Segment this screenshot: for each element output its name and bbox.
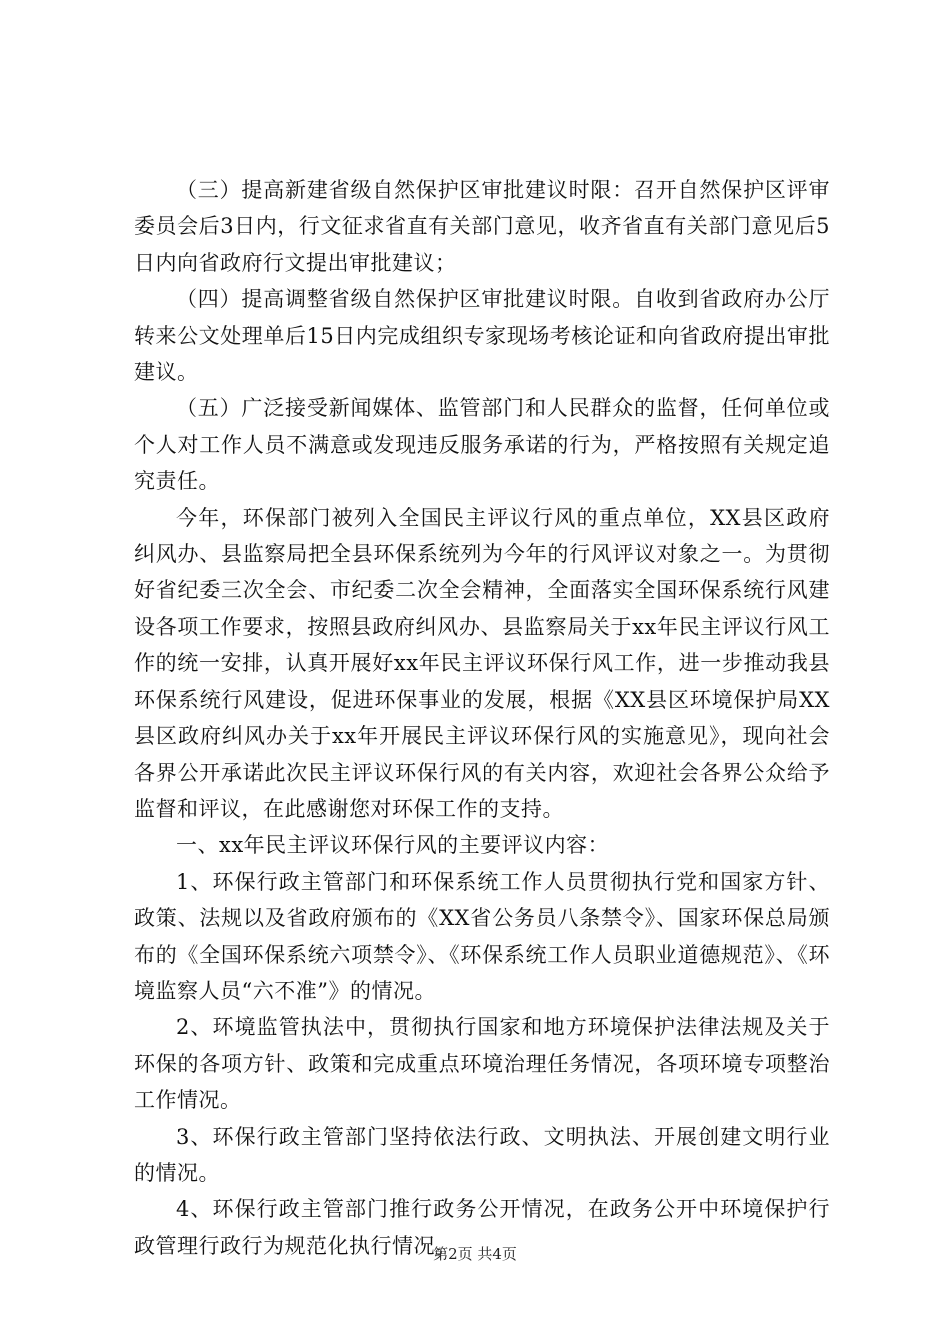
section-heading: 一、xx年民主评议环保行风的主要评议内容： [176, 833, 610, 858]
paragraph: 1、环保行政主管部门和环保系统工作人员贯彻执行党和国家方针、政策、法规以及省政府颁布的《XX省公务员八条禁令》、国家环保总局颁布的《全国环保系统六项禁令》、《环保系统工作人员职业道德规范》、《环境监察人员“六不准”》的情况。 [134, 869, 830, 1003]
paragraph: （四）提高调整省级自然保护区审批建议时限。自收到省政府办公厅转来公文处理单后15日内完成组织专家现场考核论证和向省政府提出审批建议。 [134, 287, 830, 385]
paragraph: （三）提高新建省级自然保护区审批建议时限：召开自然保护区评审委员会后3日内，行文征求省直有关部门意见，收齐省直有关部门意见后5日内向省政府行文提出审批建议； [134, 178, 830, 275]
paragraph: 4、环保行政主管部门推行政务公开情况，在政务公开中环境保护行政管理行政行为规范化执行情况。 [134, 1197, 830, 1258]
paragraph: （五）广泛接受新闻媒体、监管部门和人民群众的监督，任何单位或个人对工作人员不满意或发现违反服务承诺的行为，严格按照有关规定追究责任。 [134, 396, 830, 494]
page-number-footer: 第2页 共4页 [433, 1245, 517, 1263]
paragraph: 2、环境监管执法中，贯彻执行国家和地方环境保护法律法规及关于环保的各项方针、政策和完成重点环境治理任务情况，各项环境专项整治工作情况。 [134, 1015, 830, 1113]
paragraph: 3、环保行政主管部门坚持依法行政、文明执法、开展创建文明行业的情况。 [134, 1124, 830, 1185]
paragraph: 今年，环保部门被列入全国民主评议行风的重点单位，XX县区政府纠风办、县监察局把全县环保系统列为今年的行风评议对象之一。为贯彻好省纪委三次全会、市纪委二次全会精神，全面落实全国环保系统行风建设各项工作要求，按照县政府纠风办、县监察局关于xx年民主评议行风工作的统一安排，认真开展好xx年民主评议环保行风工作，进一步推动我县环保系统行风建设，促进环保事业的发展，根据《XX县区环境保护局XX县区政府纠风办关于xx年开展民主评议环保行风的实施意见》，现向社会各界公开承诺此次民主评议环保行风的有关内容，欢迎社会各界公众给予监督和评议，在此感谢您对环保工作的支持。 [134, 505, 830, 821]
document-body [134, 172, 830, 1264]
